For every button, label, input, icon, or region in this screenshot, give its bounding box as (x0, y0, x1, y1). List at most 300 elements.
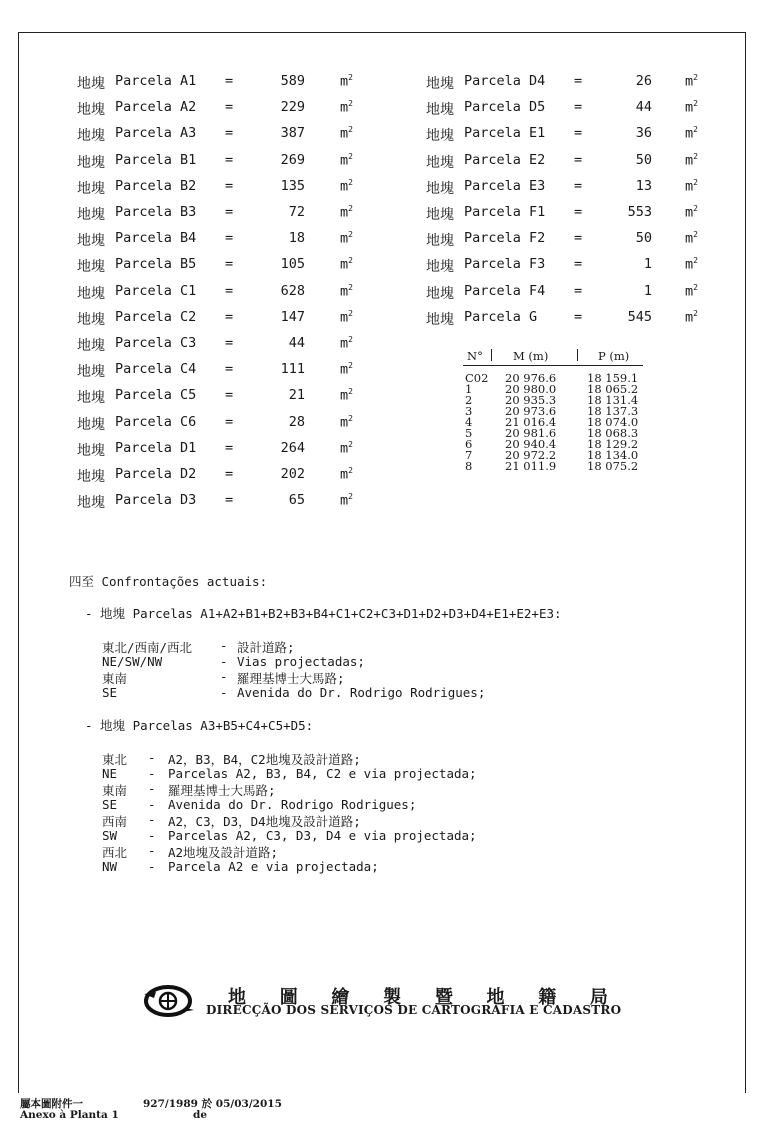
unit-base: m (340, 283, 349, 300)
coord-m: 21 016.4 (505, 415, 557, 429)
equals-sign: = (574, 125, 583, 142)
coord-p: 18 131.4 (587, 393, 639, 407)
coord-p: 18 137.3 (587, 404, 639, 418)
parcel-name: Parcela C4 (115, 361, 197, 378)
parcel-row (77, 204, 377, 224)
parcel-row (77, 440, 377, 460)
unit-exponent: 2 (348, 282, 353, 292)
boundary-dash: - (148, 750, 156, 765)
agency-char: 暨 (434, 987, 453, 1008)
parcel-area: 264 (280, 439, 305, 456)
boundary-dash: - (148, 843, 156, 858)
unit-exponent: 2 (348, 466, 353, 475)
area-unit (685, 256, 698, 273)
parcel-name: Parcela D3 (115, 492, 197, 509)
parcel-row (426, 99, 726, 119)
unit-base: m (340, 309, 349, 326)
coord-m: 20 981.6 (505, 426, 557, 440)
boundary-direction: 東北/西南/西北 (102, 640, 193, 655)
boundary-direction: 西北 (102, 845, 128, 860)
area-unit (685, 309, 698, 326)
parcel-name: Parcela C5 (115, 387, 197, 404)
parcel-name: Parcela F4 (464, 282, 546, 299)
area-unit (340, 178, 353, 195)
unit-exponent: 2 (693, 151, 698, 161)
equals-sign: = (225, 256, 234, 273)
parcel-cn-label: 地塊 (77, 364, 105, 381)
parcel-row (426, 152, 726, 172)
unit-base: m (340, 152, 349, 169)
parcel-row (77, 414, 377, 434)
parcel-area: 1 (643, 282, 652, 299)
parcel-name: Parcela D5 (464, 99, 546, 116)
agency-char: 繪 (331, 987, 350, 1008)
coord-p: 18 159.1 (587, 371, 639, 385)
coord-m: 20 935.3 (505, 393, 557, 407)
unit-base: m (340, 125, 349, 142)
parcel-area: 387 (280, 125, 305, 142)
parcel-name: Parcela E1 (464, 125, 546, 142)
unit-base: m (685, 256, 694, 273)
unit-exponent: 2 (348, 335, 353, 344)
parcel-row (77, 125, 377, 145)
area-unit (685, 283, 698, 300)
unit-exponent: 2 (693, 204, 698, 213)
unit-base: m (685, 73, 694, 90)
coord-p: 18 134.0 (587, 448, 639, 462)
parcel-name: Parcela C2 (115, 308, 197, 325)
boundary-line (0, 797, 760, 813)
parcel-row (426, 230, 726, 250)
boundary-dash: - (148, 812, 156, 827)
equals-sign: = (574, 282, 583, 299)
area-unit (340, 125, 353, 142)
point-id: C02 (465, 371, 489, 385)
unit-exponent: 2 (693, 230, 698, 240)
parcel-row (77, 361, 377, 381)
parcel-name: Parcela D1 (115, 439, 197, 456)
parcel-row (426, 178, 726, 198)
parcel-row (77, 256, 377, 276)
unit-exponent: 2 (693, 282, 698, 292)
unit-exponent: 2 (348, 204, 353, 213)
coord-m: 20 980.0 (505, 382, 557, 396)
unit-base: m (340, 414, 349, 431)
unit-base: m (340, 204, 349, 221)
boundary-direction: 西南 (102, 814, 128, 829)
boundary-direction: SE (102, 796, 118, 812)
parcel-row (77, 99, 377, 119)
parcel-area: 50 (635, 230, 652, 247)
area-unit (685, 99, 698, 116)
unit-base: m (340, 335, 349, 352)
agency-char: 籍 (538, 987, 557, 1008)
boundary-dash: - (220, 684, 228, 700)
agency-char: 製 (383, 987, 402, 1008)
equals-sign: = (225, 308, 234, 325)
boundary-direction: 東南 (102, 783, 128, 798)
unit-base: m (340, 178, 349, 195)
unit-exponent: 2 (348, 492, 353, 502)
unit-base: m (685, 152, 694, 169)
parcel-cn-label: 地塊 (426, 259, 454, 276)
parcel-cn-label: 地塊 (77, 128, 105, 145)
equals-sign: = (225, 99, 234, 116)
agency-name-portuguese: DIRECÇÃO DOS SERVIÇOS DE CARTOGRAFIA E CADASTRO (206, 1003, 622, 1017)
parcel-cn-label: 地塊 (426, 180, 454, 197)
unit-base: m (685, 204, 694, 221)
equals-sign: = (225, 282, 234, 299)
unit-exponent: 2 (348, 125, 353, 135)
parcel-cn-label: 地塊 (77, 285, 105, 302)
parcel-row (77, 387, 377, 407)
point-id: 8 (465, 459, 473, 473)
agency-char: 局 (589, 987, 608, 1008)
parcel-cn-label: 地塊 (426, 128, 454, 145)
parcel-cn-label: 地塊 (426, 102, 454, 119)
parcel-name: Parcela B4 (115, 230, 197, 247)
parcel-row (426, 73, 726, 93)
parcel-row (426, 204, 726, 224)
equals-sign: = (225, 413, 234, 430)
area-unit (685, 152, 698, 169)
point-id: 5 (465, 426, 473, 440)
unit-exponent: 2 (693, 308, 698, 318)
parcel-name: Parcela A1 (115, 73, 197, 89)
boundary-description: 羅理基博士大馬路; (168, 783, 276, 798)
equals-sign: = (225, 439, 234, 456)
unit-base: m (340, 99, 349, 116)
boundary-description: Parcelas A2, B3, B4, C2 e via projectada; (168, 765, 477, 781)
parcel-cn-label: 地塊 (426, 233, 454, 250)
boundary-line (0, 781, 760, 797)
unit-base: m (340, 387, 349, 404)
boundary-direction: 東北 (102, 752, 128, 767)
parcel-name: Parcela A2 (115, 99, 197, 116)
coord-p: 18 075.2 (587, 459, 639, 473)
unit-base: m (340, 440, 349, 457)
equals-sign: = (574, 230, 583, 247)
parcel-cn-label: 地塊 (77, 180, 105, 197)
equals-sign: = (225, 151, 234, 168)
header-p: P (m) (598, 349, 630, 363)
parcel-area: 589 (280, 73, 305, 89)
parcel-name: Parcela D2 (115, 466, 197, 482)
boundary-direction: NW (102, 858, 118, 874)
boundary-dash: - (148, 796, 156, 812)
parcel-area: 628 (280, 282, 305, 299)
boundary-dash: - (148, 781, 156, 796)
parcel-name: Parcela B2 (115, 177, 197, 194)
parcel-name: Parcela A3 (115, 125, 197, 142)
plan-reference: 927/1989 於 05/03/2015 (143, 1098, 282, 1110)
parcel-cn-label: 地塊 (426, 76, 454, 92)
boundary-description: 設計道路; (237, 640, 295, 655)
area-unit (685, 125, 698, 142)
area-unit (340, 440, 353, 457)
boundary-dash: - (220, 653, 228, 669)
area-unit (340, 466, 353, 483)
unit-exponent: 2 (348, 256, 353, 266)
parcel-area: 18 (288, 230, 305, 247)
unit-exponent: 2 (348, 308, 353, 318)
unit-base: m (340, 361, 349, 378)
parcel-cn-label: 地塊 (77, 207, 105, 223)
boundary-direction: NE/SW/NW (102, 653, 163, 669)
parcel-name: Parcela C6 (115, 413, 197, 430)
unit-base: m (685, 125, 694, 142)
equals-sign: = (225, 73, 234, 89)
boundary-direction: SW (102, 827, 118, 843)
coord-m: 20 973.6 (505, 404, 557, 418)
coord-m: 20 976.6 (505, 371, 557, 385)
equals-sign: = (225, 230, 234, 247)
area-unit (340, 204, 353, 221)
parcel-area: 135 (280, 177, 305, 194)
unit-base: m (340, 492, 349, 509)
unit-exponent: 2 (348, 413, 353, 423)
parcel-area: 13 (635, 177, 652, 194)
annex-cn: 屬本圖附件一 (20, 1098, 83, 1110)
parcel-area: 21 (288, 387, 305, 404)
equals-sign: = (574, 308, 583, 325)
unit-exponent: 2 (693, 99, 698, 109)
equals-sign: = (225, 361, 234, 378)
parcel-cn-label: 地塊 (77, 469, 105, 485)
parcel-row (77, 178, 377, 198)
equals-sign: = (574, 256, 583, 273)
group1-heading: - 地塊 Parcelas A1+A2+B1+B2+B3+B4+C1+C2+C3+D1+D2+D3+D4+E1+E2+E3: (85, 606, 562, 621)
parcel-row (77, 309, 377, 329)
parcel-area: 269 (280, 151, 305, 168)
parcel-area: 111 (280, 361, 305, 378)
parcel-area: 553 (627, 204, 652, 220)
boundary-line (0, 828, 760, 844)
unit-exponent: 2 (348, 230, 353, 240)
agency-char: 圖 (279, 987, 298, 1008)
boundary-line (0, 766, 760, 782)
unit-exponent: 2 (348, 99, 353, 109)
boundary-description: A2，B3，B4，C2地塊及設計道路; (168, 752, 361, 767)
point-id: 1 (465, 382, 473, 396)
parcel-cn-label: 地塊 (77, 259, 105, 276)
area-unit (340, 335, 353, 352)
parcel-name: Parcela F3 (464, 256, 546, 273)
boundary-dash: - (220, 669, 228, 684)
parcel-name: Parcela G (464, 308, 538, 325)
unit-base: m (685, 283, 694, 300)
unit-exponent: 2 (348, 151, 353, 161)
parcel-row (77, 492, 377, 512)
parcel-cn-label: 地塊 (77, 390, 105, 407)
equals-sign: = (225, 335, 234, 351)
boundary-description: A2地塊及設計道路; (168, 845, 279, 860)
equals-sign: = (574, 99, 583, 116)
parcel-cn-label: 地塊 (77, 338, 105, 354)
boundary-direction: NE (102, 765, 118, 781)
equals-sign: = (574, 151, 583, 168)
parcel-area: 72 (288, 204, 305, 220)
unit-exponent: 2 (348, 387, 353, 397)
area-unit (685, 178, 698, 195)
coord-p: 18 065.2 (587, 382, 639, 396)
boundary-line (0, 812, 760, 828)
parcel-area: 1 (643, 256, 652, 273)
area-unit (340, 256, 353, 273)
area-unit (685, 204, 698, 221)
boundary-description: 羅理基博士大馬路; (237, 671, 345, 686)
boundary-line (0, 638, 760, 654)
parcel-row (426, 125, 726, 145)
equals-sign: = (225, 466, 234, 482)
equals-sign: = (574, 177, 583, 194)
parcel-cn-label: 地塊 (426, 154, 454, 171)
unit-exponent: 2 (693, 125, 698, 135)
boundary-dash: - (148, 765, 156, 781)
parcel-name: Parcela E2 (464, 151, 546, 168)
parcel-cn-label: 地塊 (426, 285, 454, 302)
unit-base: m (685, 230, 694, 247)
equals-sign: = (225, 492, 234, 509)
equals-sign: = (225, 387, 234, 404)
agency-char: 地 (228, 987, 246, 1008)
parcel-name: Parcela B1 (115, 151, 197, 168)
area-unit (340, 283, 353, 300)
unit-exponent: 2 (693, 256, 698, 266)
boundary-description: Parcelas A2, C3, D3, D4 e via projectada; (168, 827, 477, 843)
area-unit (340, 387, 353, 404)
point-id: 2 (465, 393, 473, 407)
parcel-cn-label: 地塊 (77, 495, 105, 512)
group2-heading: - 地塊 Parcelas A3+B5+C4+C5+D5: (85, 718, 314, 733)
point-id: 6 (465, 437, 473, 451)
area-unit (340, 152, 353, 169)
equals-sign: = (574, 73, 583, 89)
parcel-cn-label: 地塊 (77, 416, 105, 433)
parcel-row (77, 466, 377, 486)
coord-p: 18 129.2 (587, 437, 639, 451)
area-unit (340, 99, 353, 116)
parcel-area: 36 (635, 125, 652, 142)
parcel-cn-label: 地塊 (426, 207, 454, 223)
parcel-area: 44 (635, 99, 652, 116)
coordinate-table-header (463, 349, 643, 366)
parcel-name: Parcela D4 (464, 73, 546, 89)
unit-exponent: 2 (693, 177, 698, 187)
coord-m: 20 972.2 (505, 448, 557, 462)
boundary-dash: - (220, 638, 228, 653)
coordinate-rows (463, 366, 643, 472)
parcel-row (77, 152, 377, 172)
parcel-cn-label: 地塊 (77, 311, 105, 328)
area-unit (340, 309, 353, 326)
annex-pt: Anexo à Planta 1 (20, 1109, 119, 1121)
parcel-area: 147 (280, 308, 305, 325)
parcel-area: 50 (635, 151, 652, 168)
unit-exponent: 2 (348, 361, 353, 371)
equals-sign: = (225, 125, 234, 142)
point-id: 3 (465, 404, 473, 418)
plan-de: de (193, 1109, 208, 1121)
area-unit (340, 230, 353, 247)
parcel-cn-label: 地塊 (77, 233, 105, 250)
unit-base: m (340, 230, 349, 247)
header-m: M (m) (513, 349, 549, 363)
boundary-description: Avenida do Dr. Rodrigo Rodrigues; (168, 796, 417, 812)
coord-p: 18 074.0 (587, 415, 639, 429)
parcel-row (77, 73, 377, 93)
boundary-description: Vias projectadas; (237, 653, 365, 669)
parcel-area: 28 (288, 413, 305, 430)
boundary-line (0, 669, 760, 685)
boundary-line (0, 654, 760, 670)
parcel-cn-label: 地塊 (77, 102, 105, 119)
parcel-name: Parcela F1 (464, 204, 546, 220)
coord-p: 18 068.3 (587, 426, 639, 440)
area-unit (340, 361, 353, 378)
header-n: N° (467, 349, 483, 363)
dscc-logo-icon (142, 982, 196, 1020)
boundary-line (0, 750, 760, 766)
parcel-name: Parcela C1 (115, 282, 197, 299)
equals-sign: = (574, 204, 583, 220)
parcel-area: 105 (280, 256, 305, 273)
parcel-name: Parcela F2 (464, 230, 546, 247)
parcel-row (77, 230, 377, 250)
area-unit (340, 414, 353, 431)
coordinate-table (463, 349, 643, 472)
unit-base: m (340, 466, 349, 483)
point-id: 7 (465, 448, 473, 462)
unit-base: m (340, 73, 349, 90)
parcel-row (77, 283, 377, 303)
coordinate-row (463, 461, 643, 472)
parcel-area: 545 (627, 308, 652, 325)
area-unit (340, 73, 353, 90)
parcel-name: Parcela B5 (115, 256, 197, 273)
boundary-line (0, 685, 760, 701)
coord-m: 20 940.4 (505, 437, 557, 451)
parcel-cn-label: 地塊 (77, 154, 105, 171)
unit-base: m (685, 178, 694, 195)
boundary-description: A2，C3，D3，D4地塊及設計道路; (168, 814, 361, 829)
parcel-row (426, 309, 726, 329)
boundary-line (0, 843, 760, 859)
unit-exponent: 2 (348, 73, 353, 82)
equals-sign: = (225, 204, 234, 220)
parcel-cn-label: 地塊 (77, 76, 105, 92)
parcel-area: 229 (280, 99, 305, 116)
parcel-name: Parcela E3 (464, 177, 546, 194)
coord-m: 21 011.9 (505, 459, 557, 473)
area-unit (685, 230, 698, 247)
boundary-dash: - (148, 858, 156, 874)
agency-char: 地 (486, 987, 505, 1008)
parcel-area: 65 (288, 492, 305, 509)
parcel-name: Parcela B3 (115, 204, 197, 220)
unit-exponent: 2 (348, 177, 353, 187)
boundary-description: Avenida do Dr. Rodrigo Rodrigues; (237, 684, 486, 700)
boundary-direction: 東南 (102, 671, 128, 686)
parcel-cn-label: 地塊 (426, 311, 454, 328)
unit-exponent: 2 (693, 73, 698, 82)
parcel-area: 44 (288, 335, 305, 351)
confrontacoes-title: 四至 Confrontações actuais: (69, 574, 268, 589)
boundary-description: Parcela A2 e via projectada; (168, 858, 379, 874)
parcel-area: 26 (635, 73, 652, 89)
parcel-area: 202 (280, 466, 305, 482)
parcel-row (77, 335, 377, 355)
